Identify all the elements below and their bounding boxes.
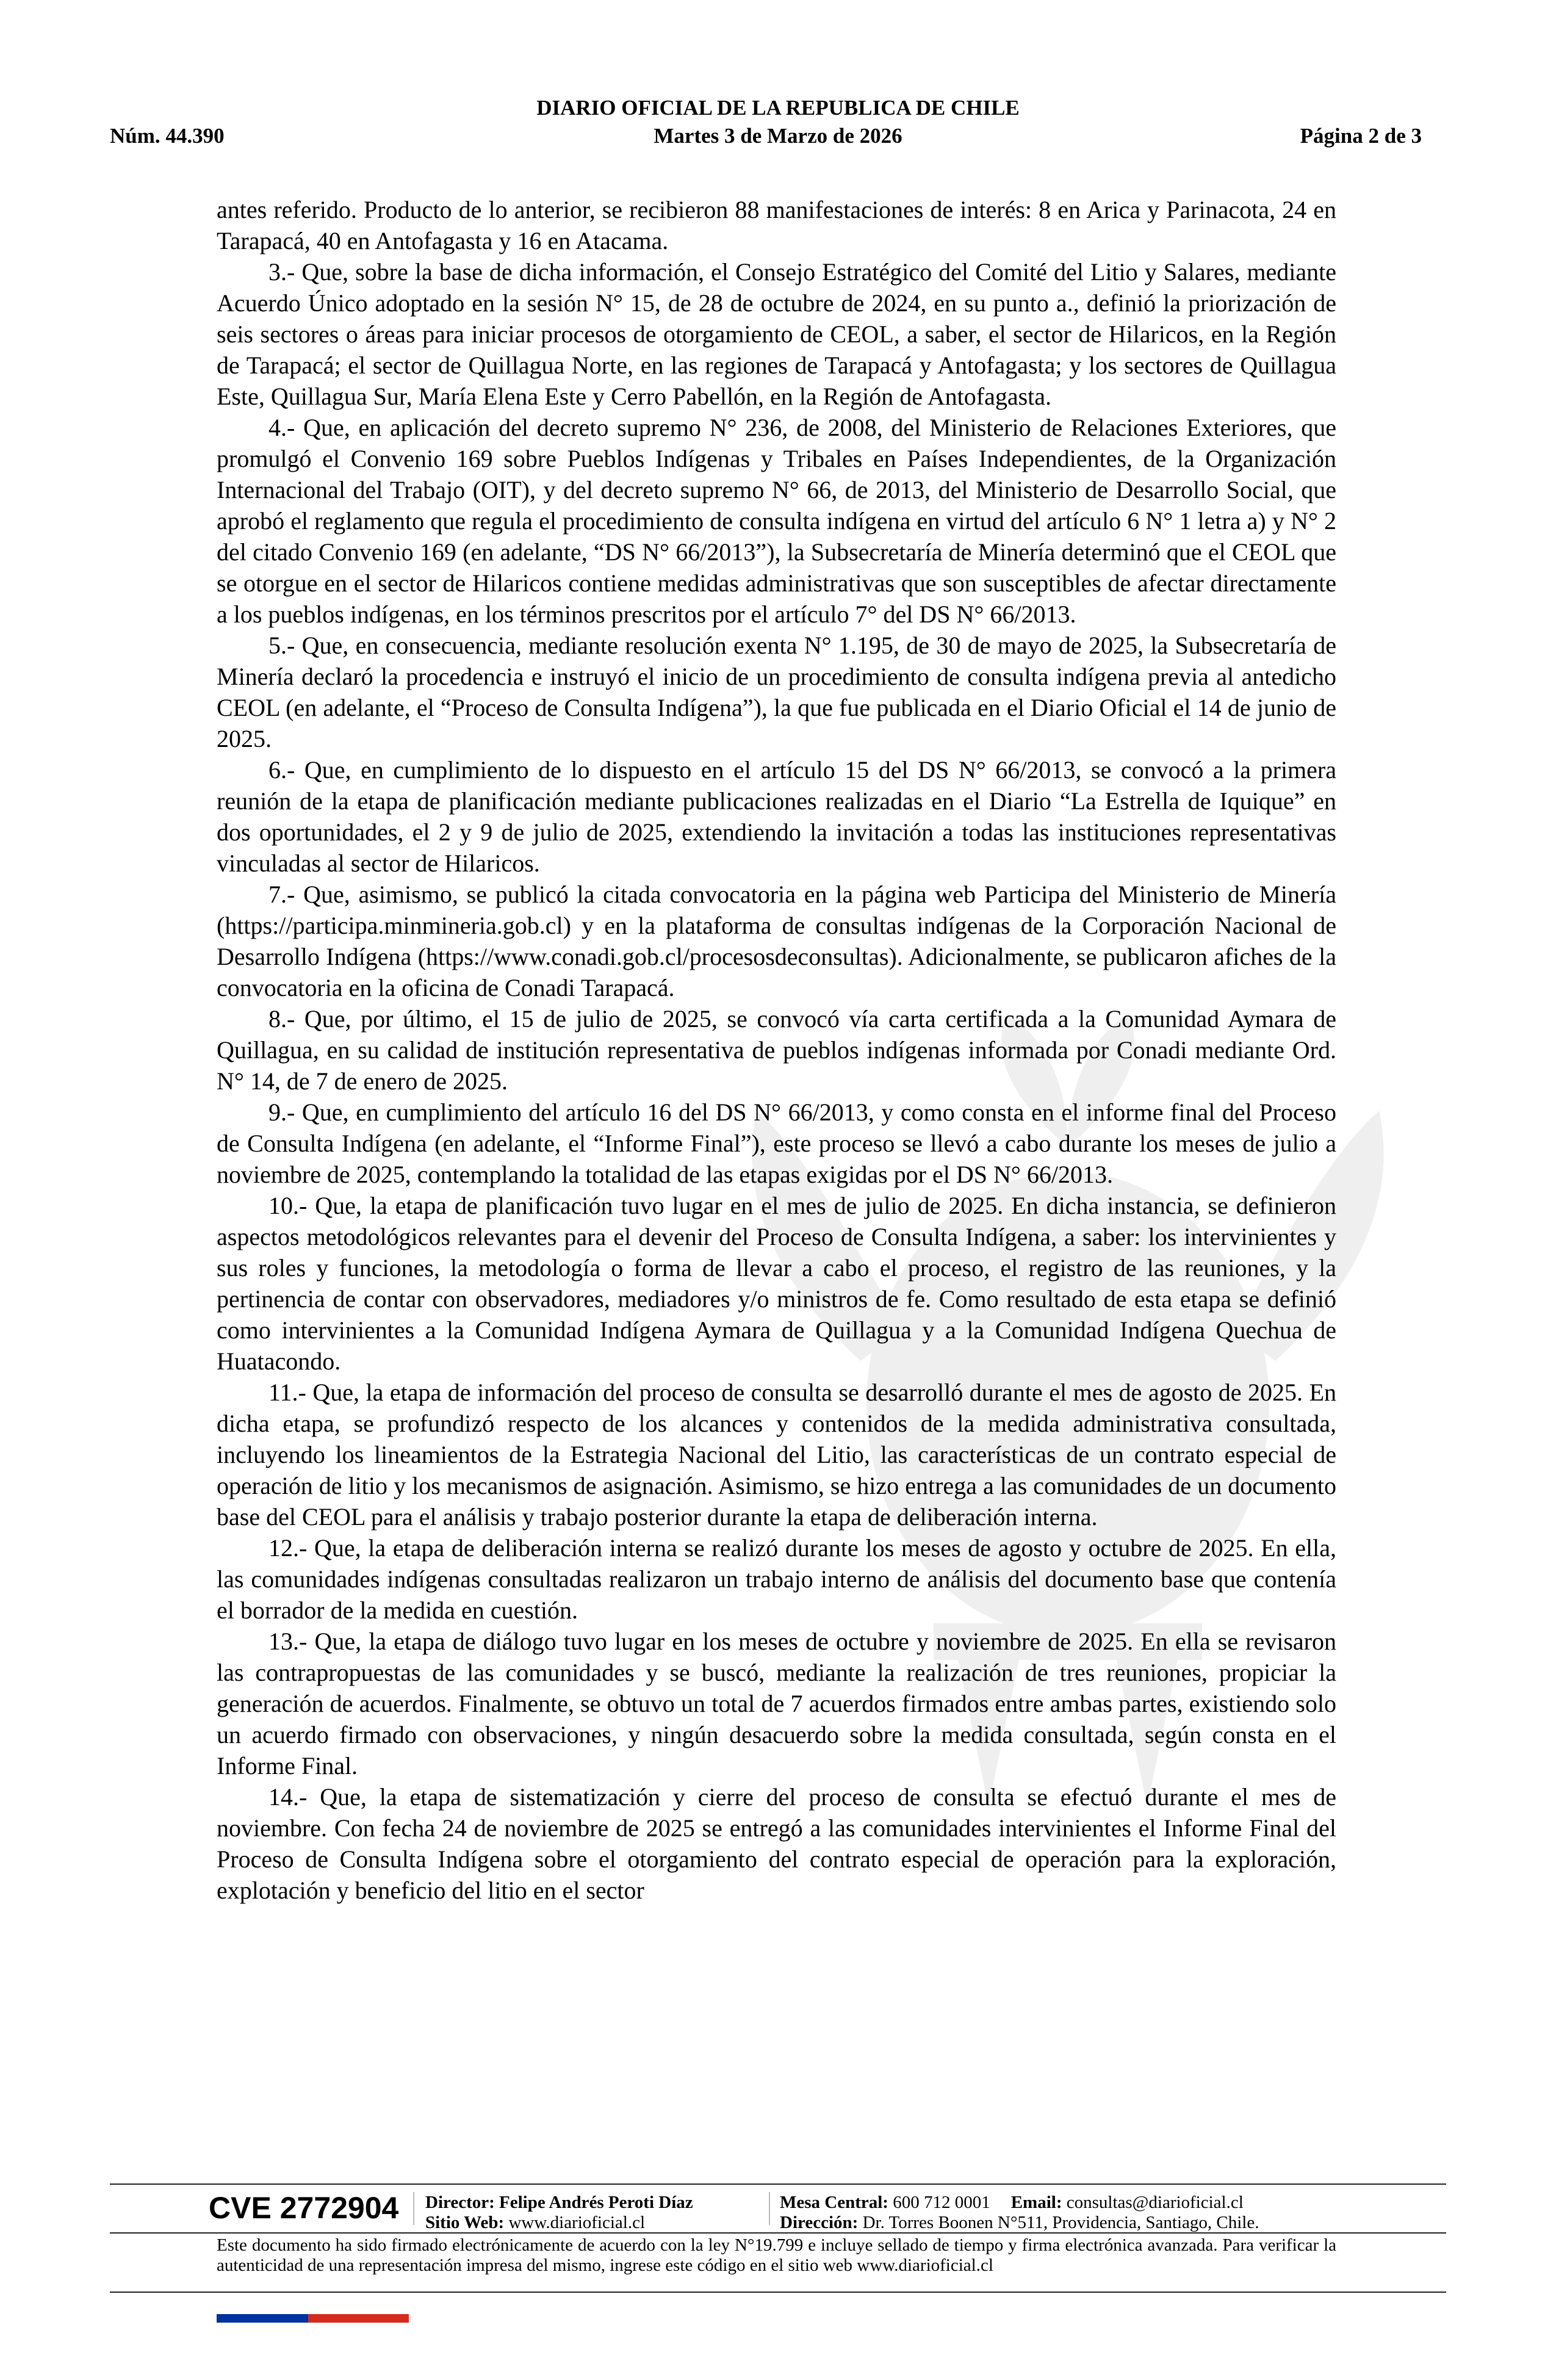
paragraph: 13.- Que, la etapa de diálogo tuvo lugar en los meses de octubre y noviembre de 2025. En ella se revisaron las contrapropuestas de las comunidades y se buscó, mediante la realización de tres reuniones, propiciar la generación de acuerdos. Finalmente, se obtuvo un total de 7 acuerdos firmados entre ambas partes, existiendo solo un acuerdo firmado con observaciones, y ningún desacuerdo sobre la medida consultada, según consta en el Informe Final.: [217, 1628, 1336, 1780]
page-indicator: Página 2 de 3: [1300, 124, 1422, 148]
phone-number: 600 712 0001: [893, 2193, 990, 2212]
footer-separator: [413, 2192, 414, 2225]
paragraph: antes referido. Producto de lo anterior, se recibieron 88 manifestaciones de interés: 8 en Arica y Parinacota, 24 en Tarapacá, 40 en Antofagasta y 16 en Atacama.: [217, 196, 1336, 254]
footer-director-block: [425, 2193, 693, 2233]
cve-code: CVE 2772904: [209, 2191, 399, 2225]
footer-divider: [110, 2183, 1446, 2185]
issue-number: Núm. 44.390: [110, 124, 225, 148]
website-link[interactable]: www.diarioficial.cl: [508, 2213, 646, 2232]
footer-separator: [769, 2192, 770, 2225]
paragraph: 3.- Que, sobre la base de dicha información, el Consejo Estratégico del Comité del Litio y Salares, mediante Acuerdo Único adoptado en la sesión N° 15, de 28 de octubre de 2024, en su punto a., definió la priorización de seis sectores o áreas para iniciar procesos de otorgamiento de CEOL, a saber, el sector de Hilaricos, en la Región de Tarapacá; el sector de Quillagua Norte, en las regiones de Tarapacá y Antofagasta; y los sectores de Quillagua Este, Quillagua Sur, María Elena Este y Cerro Pabellón, en la Región de Antofagasta.: [217, 258, 1336, 410]
publication-title: DIARIO OFICIAL DE LA REPUBLICA DE CHILE: [536, 96, 1020, 120]
email-link[interactable]: consultas@diarioficial.cl: [1066, 2193, 1244, 2212]
document-body: [217, 194, 1336, 1906]
issue-date: Martes 3 de Marzo de 2026: [654, 124, 902, 148]
paragraph: 9.- Que, en cumplimiento del artículo 16 del DS N° 66/2013, y como consta en el informe final del Proceso de Consulta Indígena (en adelante, el “Informe Final”), este proceso se llevó a cabo durante los meses de julio a noviembre de 2025, contemplando la totalidad de las etapas exigidas por el DS N° 66/2013.: [217, 1098, 1336, 1188]
footer-disclaimer: Este documento ha sido firmado electrónicamente de acuerdo con la ley N°19.799 e incluye sellado de tiempo y firma electrónica avanzada. Para verificar la autenticidad de una representación impresa del mismo, ingrese este código en el sitio web www.diarioficial.cl: [217, 2235, 1336, 2275]
paragraph: 6.- Que, en cumplimiento de lo dispuesto en el artículo 15 del DS N° 66/2013, se convocó a la primera reunión de la etapa de planificación mediante publicaciones realizadas en el Diario “La Estrella de Iquique” en dos oportunidades, el 2 y 9 de julio de 2025, extendiendo la invitación a todas las instituciones representativas vinculadas al sector de Hilaricos.: [217, 756, 1336, 877]
paragraph: 5.- Que, en consecuencia, mediante resolución exenta N° 1.195, de 30 de mayo de 2025, la Subsecretaría de Minería declaró la procedencia e instruyó el inicio de un procedimiento de consulta indígena previa al antedicho CEOL (en adelante, el “Proceso de Consulta Indígena”), la que fue publicada en el Diario Oficial el 14 de junio de 2025.: [217, 632, 1336, 752]
flag-stripe-red: [308, 2314, 409, 2323]
phone-label: Mesa Central:: [780, 2193, 888, 2212]
director-name: Felipe Andrés Peroti Díaz: [499, 2193, 693, 2212]
website-label: Sitio Web:: [425, 2213, 505, 2232]
paragraph: 12.- Que, la etapa de deliberación interna se realizó durante los meses de agosto y octubre de 2025. En ella, las comunidades indígenas consultadas realizaron un trabajo interno de análisis del documento base que contenía el borrador de la medida en cuestión.: [217, 1534, 1336, 1624]
paragraph: 7.- Que, asimismo, se publicó la citada convocatoria en la página web Participa del Ministerio de Minería (https://participa.minmineria.gob.cl) y en la plataforma de consultas indígenas de la Corporación Nacional de Desarrollo Indígena (https://www.conadi.gob.cl/procesosdeconsultas). Adicionalmente, se publicaron afiches de la convocatoria en la oficina de Conadi Tarapacá.: [217, 881, 1336, 1001]
paragraph: 4.- Que, en aplicación del decreto supremo N° 236, de 2008, del Ministerio de Relaciones Exteriores, que promulgó el Convenio 169 sobre Pueblos Indígenas y Tribales en Países Independientes, de la Organización Internacional del Trabajo (OIT), y del decreto supremo N° 66, de 2013, del Ministerio de Desarrollo Social, que aprobó el reglamento que regula el procedimiento de consulta indígena en virtud del artículo 6 N° 1 letra a) y N° 2 del citado Convenio 169 (en adelante, “DS N° 66/2013”), la Subsecretaría de Minería determinó que el CEOL que se otorgue en el sector de Hilaricos contiene medidas administrativas que son susceptibles de afectar directamente a los pueblos indígenas, en los términos prescritos por el artículo 7° del DS N° 66/2013.: [217, 414, 1336, 628]
paragraph: 11.- Que, la etapa de información del proceso de consulta se desarrolló durante el mes de agosto de 2025. En dicha etapa, se profundizó respecto de los alcances y contenidos de la medida administrativa consultada, incluyendo los lineamientos de la Estrategia Nacional del Litio, las características de un contrato especial de operación de litio y los mecanismos de asignación. Asimismo, se hizo entrega a las comunidades de un documento base del CEOL para el análisis y trabajo posterior durante la etapa de deliberación interna.: [217, 1379, 1336, 1531]
address-label: Dirección:: [780, 2213, 859, 2232]
paragraph: 10.- Que, la etapa de planificación tuvo lugar en el mes de julio de 2025. En dicha instancia, se definieron aspectos metodológicos relevantes para el devenir del Proceso de Consulta Indígena, a saber: los intervinientes y sus roles y funciones, la metodología o forma de llevar a cabo el proceso, el registro de las reuniones, y la pertinencia de contar con observadores, mediadores y/o ministros de fe. Como resultado de esta etapa se definió como intervinientes a la Comunidad Indígena Aymara de Quillagua y a la Comunidad Indígena Quechua de Huatacondo.: [217, 1192, 1336, 1375]
footer-contact-block: [780, 2193, 1259, 2233]
director-label: Director:: [425, 2193, 495, 2212]
flag-stripe: [217, 2314, 409, 2323]
paragraph: 8.- Que, por último, el 15 de julio de 2025, se convocó vía carta certificada a la Comunidad Aymara de Quillagua, en su calidad de institución representativa de pueblos indígenas informada por Conadi mediante Ord. N° 14, de 7 de enero de 2025.: [217, 1005, 1336, 1095]
footer-divider: [110, 2292, 1446, 2293]
footer-divider: [110, 2232, 1446, 2234]
email-label: Email:: [1010, 2193, 1062, 2212]
address-value: Dr. Torres Boonen N°511, Providencia, Santiago, Chile.: [862, 2213, 1259, 2232]
paragraph: 14.- Que, la etapa de sistematización y cierre del proceso de consulta se efectuó durante el mes de noviembre. Con fecha 24 de noviembre de 2025 se entregó a las comunidades intervinientes el Informe Final del Proceso de Consulta Indígena sobre el otorgamiento del contrato especial de operación para la exploración, explotación y beneficio del litio en el sector: [217, 1783, 1336, 1904]
flag-stripe-blue: [217, 2314, 308, 2323]
